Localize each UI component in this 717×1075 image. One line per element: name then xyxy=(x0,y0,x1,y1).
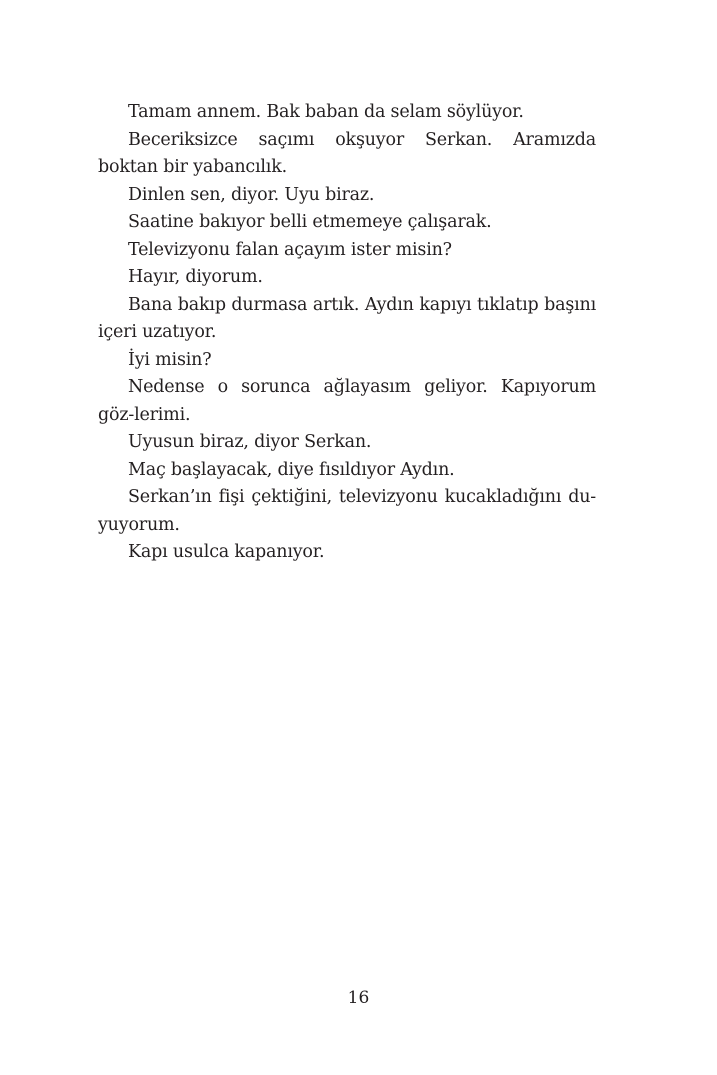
page-number: 16 xyxy=(347,988,370,1008)
paragraph: Hayır, diyorum. xyxy=(128,267,263,287)
paragraph: İyi misin? xyxy=(128,349,212,370)
paragraph: Kapı usulca kapanıyor. xyxy=(128,542,325,562)
paragraph: Serkan’ın fişi çektiğini, televizyonu kucakladığını du-yuyorum. xyxy=(98,487,596,535)
paragraph: Nedense o sorunca ağlayasım geliyor. Kapıyorum göz-lerimi. xyxy=(98,377,596,425)
paragraph: Uyusun biraz, diyor Serkan. xyxy=(128,432,372,452)
body-text xyxy=(98,99,596,567)
paragraph: Bana bakıp durmasa artık. Aydın kapıyı tıklatıp başını içeri uzatıyor. xyxy=(98,294,596,342)
paragraph: Dinlen sen, diyor. Uyu biraz. xyxy=(128,184,375,205)
paragraph: Televizyonu falan açayım ister misin? xyxy=(128,239,452,260)
paragraph: Maç başlayacak, diye fısıldıyor Aydın. xyxy=(128,459,455,480)
paragraph: Tamam annem. Bak baban da selam söylüyor. xyxy=(128,102,524,122)
paragraph: Saatine bakıyor belli etmemeye çalışarak. xyxy=(128,212,492,232)
paragraph: Beceriksizce saçımı okşuyor Serkan. Aramızda boktan bir yabancılık. xyxy=(98,129,596,177)
